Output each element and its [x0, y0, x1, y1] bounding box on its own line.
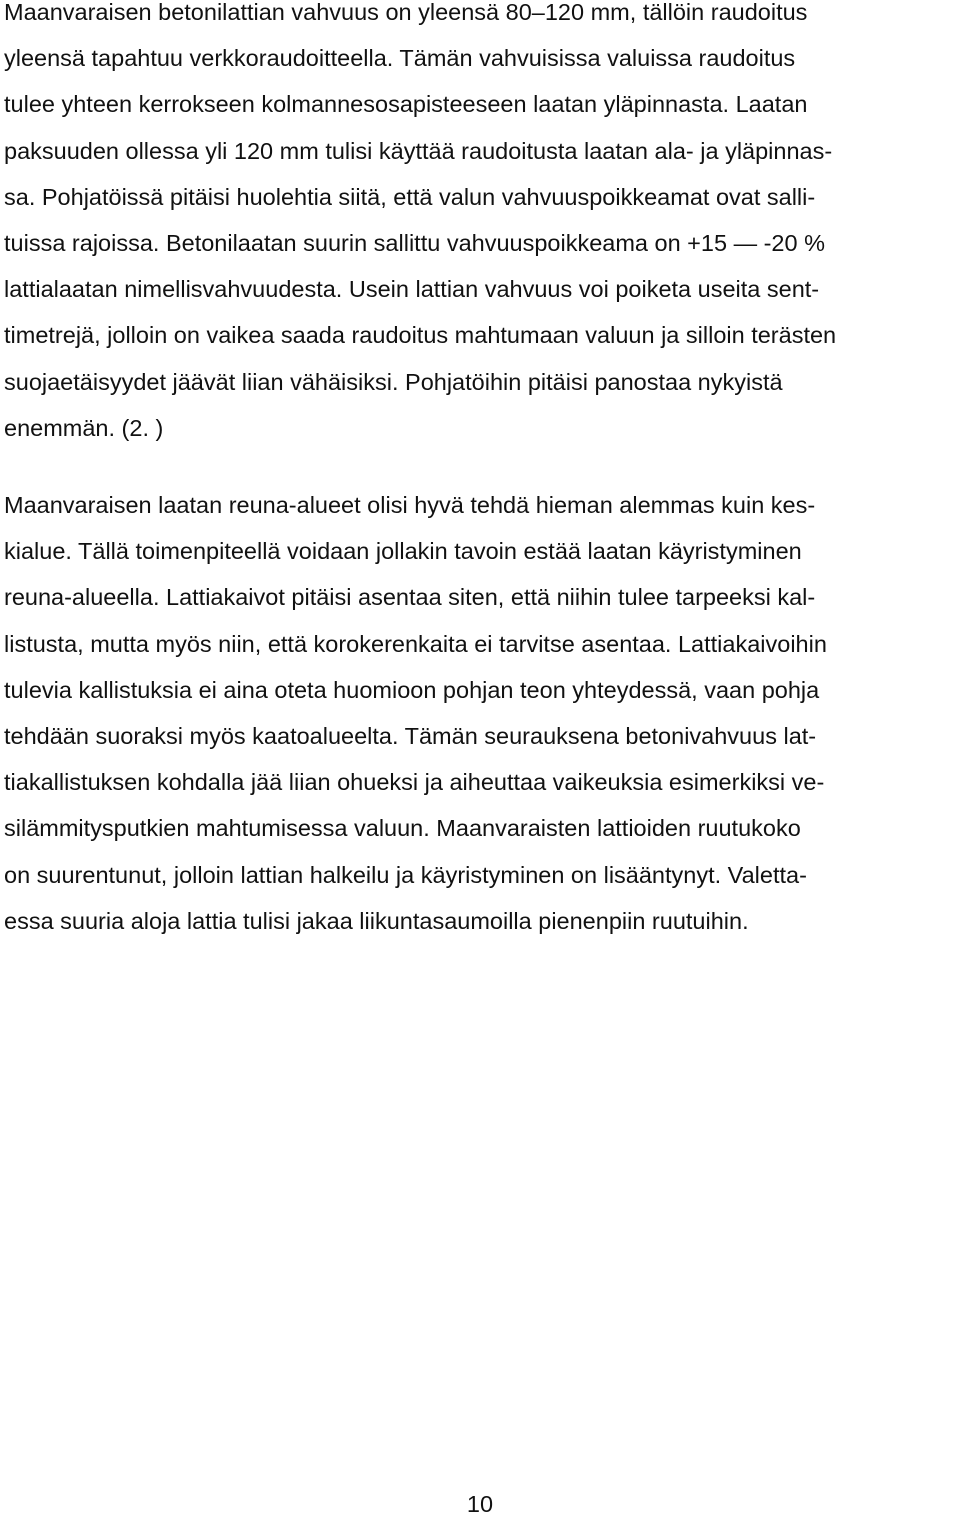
text-line: tiakallistuksen kohdalla jää liian ohueksi ja aiheuttaa vaikeuksia esimerkiksi ve- — [4, 769, 825, 796]
text-line: yleensä tapahtuu verkkoraudoitteella. Tämän vahvuisissa valuissa raudoitus — [4, 45, 796, 72]
text-line: tehdään suoraksi myös kaatoalueelta. Tämän seurauksena betonivahvuus lat- — [4, 722, 817, 749]
text-line: enemmän. (2. ) — [4, 414, 164, 441]
text-line: essa suuria aloja lattia tulisi jakaa liikuntasaumoilla pienenpiin ruutuihin. — [4, 907, 749, 934]
text-line: Maanvaraisen laatan reuna-alueet olisi hyvä tehdä hieman alemmas kuin kes- — [4, 492, 816, 518]
text-line: sa. Pohjatöissä pitäisi huolehtia siitä, että valun vahvuuspoikkeamat ovat salli- — [4, 183, 816, 210]
text-line: tuissa rajoissa. Betonilaatan suurin sallittu vahvuuspoikkeama on +15 — -20 % — [4, 229, 825, 256]
text-line: kialue. Tällä toimenpiteellä voidaan jollakin tavoin estää laatan käyristyminen — [4, 538, 802, 565]
text-line: reuna-alueella. Lattiakaivot pitäisi asentaa siten, että niihin tulee tarpeeksi kal- — [4, 584, 816, 611]
page-number: 10 — [466, 1491, 494, 1517]
text-line: silämmitysputkien mahtumisessa valuun. Maanvaraisten lattioiden ruutukoko — [4, 815, 801, 842]
text-line: on suurentunut, jolloin lattian halkeilu ja käyristyminen on lisääntynyt. Valetta- — [4, 861, 807, 888]
text-line: suojaetäisyydet jäävät liian vähäisiksi. Pohjatöihin pitäisi panostaa nykyistä — [4, 368, 783, 395]
text-line: Maanvaraisen betonilattian vahvuus on yleensä 80–120 mm, tällöin raudoitus — [4, 0, 808, 25]
text-line: tulee yhteen kerrokseen kolmannesosapisteeseen laatan yläpinnasta. Laatan — [4, 91, 808, 118]
body-paragraph — [4, 482, 960, 944]
text-line: tulevia kallistuksia ei aina oteta huomioon pohjan teon yhteydessä, vaan pohja — [4, 676, 820, 703]
text-line: lattialaatan nimellisvahvuudesta. Usein lattian vahvuus voi poiketa useita sent- — [4, 276, 820, 303]
text-line: listusta, mutta myös niin, että korokerenkaita ei tarvitse asentaa. Lattiakaivoihin — [4, 630, 827, 657]
text-line: timetrejä, jolloin on vaikea saada raudoitus mahtumaan valuun ja silloin terästen — [4, 322, 837, 349]
body-paragraph — [4, 0, 960, 451]
text-line: paksuuden ollessa yli 120 mm tulisi käyttää raudoitusta laatan ala- ja yläpinnas- — [4, 137, 833, 164]
